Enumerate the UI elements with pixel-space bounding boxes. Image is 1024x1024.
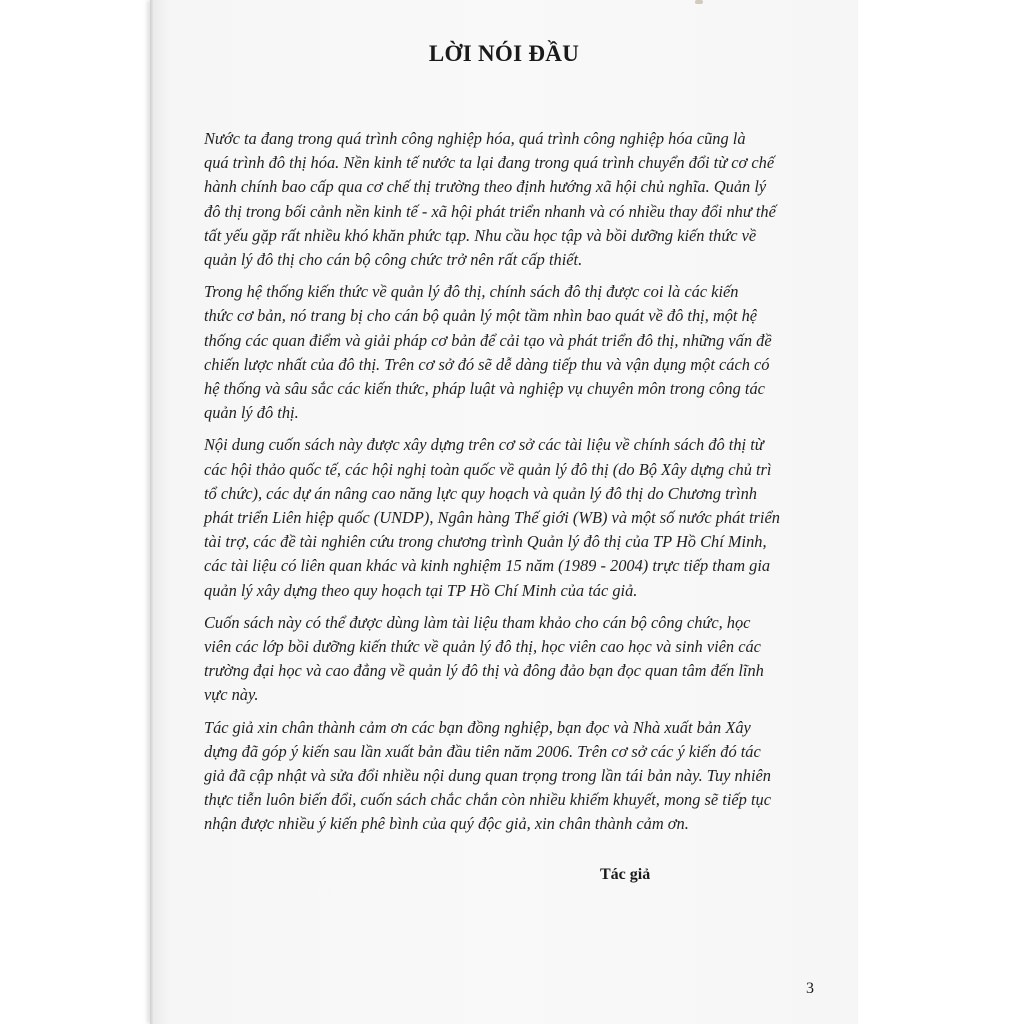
paragraph	[204, 433, 816, 602]
page-edge	[150, 0, 154, 1024]
paragraph-line: hành chính bao cấp qua cơ chế thị trường theo định hướng xã hội chủ nghĩa. Quản lý	[204, 177, 767, 197]
paragraph-line: giả đã cập nhật và sửa đổi nhiều nội dung quan trọng trong lần tái bản này. Tuy nhiên	[204, 766, 771, 786]
author-signature: Tác giả	[600, 866, 651, 883]
paragraph-line: vực này.	[204, 685, 259, 705]
paragraph-line: viên các lớp bồi dưỡng kiến thức về quản lý đô thị, học viên cao học và sinh viên các	[204, 637, 761, 657]
paragraph-line: quản lý xây dựng theo quy hoạch tại TP Hồ Chí Minh của tác giả.	[204, 580, 638, 600]
paragraph-line: Tác giả xin chân thành cảm ơn các bạn đồng nghiệp, bạn đọc và Nhà xuất bản Xây	[204, 717, 751, 737]
paragraph-line: quản lý đô thị.	[204, 403, 299, 423]
paper-speck	[695, 0, 703, 4]
paragraph	[204, 716, 816, 837]
paragraph	[204, 611, 816, 708]
paragraph-line: Cuốn sách này có thể được dùng làm tài liệu tham khảo cho cán bộ công chức, học	[204, 612, 751, 632]
paragraph-line: thức cơ bản, nó trang bị cho cán bộ quản lý một tầm nhìn bao quát về đô thị, một hệ	[204, 306, 758, 326]
paragraph-line: tất yếu gặp rất nhiều khó khăn phức tạp. Nhu cầu học tập và bồi dưỡng kiến thức về	[204, 225, 757, 245]
paragraph-line: quá trình đô thị hóa. Nền kinh tế nước ta lại đang trong quá trình chuyển đổi từ cơ chế	[204, 153, 775, 173]
paragraph-line: nhận được nhiều ý kiến phê bình của quý độc giả, xin chân thành cảm ơn.	[204, 814, 689, 834]
page-number: 3	[806, 980, 814, 997]
paragraph-line: các tài liệu có liên quan khác và kinh nghiệm 15 năm (1989 - 2004) trực tiếp tham gia	[204, 556, 771, 576]
paragraph-line: dựng đã góp ý kiến sau lần xuất bản đầu tiên năm 2006. Trên cơ sở các ý kiến đó tác	[204, 741, 761, 761]
page-title: LỜI NÓI ĐẦU	[428, 41, 580, 66]
paragraph-line: quản lý đô thị cho cán bộ công chức trở nên rất cấp thiết.	[204, 250, 583, 270]
paragraph-line: phát triển Liên hiệp quốc (UNDP), Ngân hàng Thế giới (WB) và một số nước phát triển	[204, 508, 780, 528]
paragraph-line: trường đại học và cao đẳng về quản lý đô thị và đông đảo bạn đọc quan tâm đến lĩnh	[204, 661, 764, 681]
document-body	[204, 127, 816, 845]
paragraph-line: Trong hệ thống kiến thức về quản lý đô thị, chính sách đô thị được coi là các kiến	[204, 282, 739, 302]
paragraph-line: tổ chức), các dự án nâng cao năng lực quy hoạch và quản lý đô thị do Chương trình	[204, 483, 757, 503]
paragraph-line: đô thị trong bối cảnh nền kinh tế - xã hội phát triển nhanh và có nhiều thay đổi như thế	[204, 201, 776, 221]
paragraph	[204, 280, 816, 425]
paragraph	[204, 127, 816, 272]
paragraph-line: Nước ta đang trong quá trình công nghiệp hóa, quá trình công nghiệp hóa cũng là	[204, 129, 746, 148]
paragraph-line: hệ thống và sâu sắc các kiến thức, pháp luật và nghiệp vụ chuyên môn trong công tác	[204, 379, 765, 399]
paragraph-line: thống các quan điểm và giải pháp cơ bản để cải tạo và phát triển đô thị, những vấn đề	[204, 330, 772, 350]
paragraph-line: các hội thảo quốc tế, các hội nghị toàn quốc về quản lý đô thị (do Bộ Xây dựng chủ trì	[204, 459, 772, 479]
paragraph-line: chiến lược nhất của đô thị. Trên cơ sở đó sẽ dễ dàng tiếp thu và vận dụng một cách có	[204, 354, 770, 374]
paragraph-line: Nội dung cuốn sách này được xây dựng trên cơ sở các tài liệu về chính sách đô thị từ	[204, 435, 764, 455]
paragraph-line: thực tiễn luôn biến đổi, cuốn sách chắc chắn còn nhiều khiếm khuyết, mong sẽ tiếp tục	[204, 790, 771, 810]
paragraph-line: tài trợ, các đề tài nghiên cứu trong chương trình Quản lý đô thị của TP Hồ Chí Minh,	[204, 532, 767, 552]
